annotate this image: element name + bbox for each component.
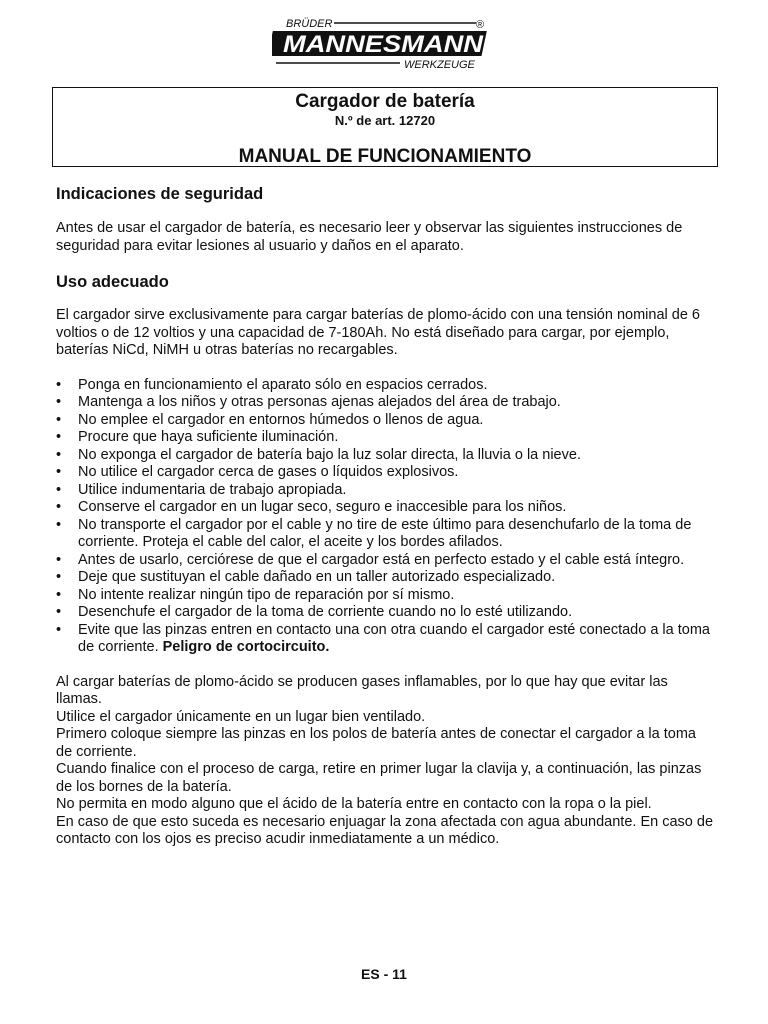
list-item: • Antes de usarlo, cerciórese de que el cargador está en perfecto estado y el cable está íntegro. [56, 552, 716, 570]
title-box [52, 87, 718, 167]
short-circuit-warning: Peligro de cortocircuito. [162, 639, 330, 655]
mannesmann-logo-icon [272, 16, 494, 72]
closing-line: Primero coloque siempre las pinzas en los polos de batería antes de conectar el cargador a la toma de corriente. [56, 726, 696, 760]
article-number: N.º de art. 12720 [334, 113, 436, 128]
closing-line: Al cargar baterías de plomo-ácido se producen gases inflamables, por lo que hay que evitar las llamas. [56, 673, 668, 707]
logo-registered-mark: ® [476, 19, 485, 31]
list-item: • No intente realizar ningún tipo de reparación por sí mismo. [56, 587, 716, 605]
list-item: • Utilice indumentaria de trabajo apropiada. [56, 482, 716, 500]
manual-title: MANUAL DE FUNCIONAMIENTO [238, 146, 532, 167]
list-item: • Conserve el cargador en un lugar seco, seguro e inaccesible para los niños. [56, 499, 716, 517]
short-circuit-text: Evite que las pinzas entren en contacto una con otra cuando el cargador esté conectado a la toma de corriente. [78, 621, 710, 655]
list-item: • Procure que haya suficiente iluminación. [56, 429, 716, 447]
closing-line: Cuando finalice con el proceso de carga, retire en primer lugar la clavija y, a continuación, las pinzas de los bornes de la batería. [56, 761, 702, 795]
logo-main-text: MANNESMANN [283, 31, 484, 58]
closing-notes [56, 674, 716, 849]
list-item: • Deje que sustituyan el cable dañado en un taller autorizado especializado. [56, 569, 716, 587]
logo-top-text: BRÜDER [286, 18, 333, 30]
safety-heading: Indicaciones de seguridad [56, 185, 264, 203]
safety-bullet-list [56, 377, 716, 657]
safety-paragraph: Antes de usar el cargador de batería, es necesario leer y observar las siguientes instrucciones de seguridad para evitar lesiones al usuario y daños en el aparato. [56, 220, 683, 254]
list-item: • No emplee el cargador en entornos húmedos o llenos de agua. [56, 412, 716, 430]
list-item: • No exponga el cargador de batería bajo la luz solar directa, la lluvia o la nieve. [56, 447, 716, 465]
document-body [56, 184, 716, 849]
closing-line: Utilice el cargador únicamente en un lugar bien ventilado. [56, 708, 426, 725]
list-item: • Desenchufe el cargador de la toma de corriente cuando no lo esté utilizando. [56, 604, 716, 622]
list-item: • No transporte el cargador por el cable y no tire de este último para desenchufarlo de la toma de corriente. Proteja el cable del calor, el aceite y los bordes afilados. [56, 517, 716, 552]
closing-line: No permita en modo alguno que el ácido de la batería entre en contacto con la ropa o la piel. [56, 796, 652, 812]
page-number: ES - 11 [361, 966, 407, 982]
brand-logo [272, 16, 494, 72]
list-item: • No utilice el cargador cerca de gases o líquidos explosivos. [56, 464, 716, 482]
list-item-short-circuit [56, 622, 716, 657]
list-item: • Mantenga a los niños y otras personas ajenas alejados del área de trabajo. [56, 394, 716, 412]
logo-bottom-text: WERKZEUGE [404, 59, 475, 71]
proper-use-paragraph: El cargador sirve exclusivamente para cargar baterías de plomo-ácido con una tensión nominal de 6 voltios o de 12 voltios y una capacidad de 7-180Ah. No está diseñado para cargar, por ejemplo, baterías NiCd, NiMH u otras baterías no recargables. [56, 307, 700, 358]
closing-line: En caso de que esto suceda es necesario enjuagar la zona afectada con agua abundante. En caso de contacto con los ojos es preciso acudir inmediatamente a un médico. [56, 813, 714, 847]
list-item: • Ponga en funcionamiento el aparato sólo en espacios cerrados. [56, 377, 716, 395]
document-title: Cargador de batería [295, 91, 475, 112]
proper-use-heading: Uso adecuado [56, 273, 169, 291]
